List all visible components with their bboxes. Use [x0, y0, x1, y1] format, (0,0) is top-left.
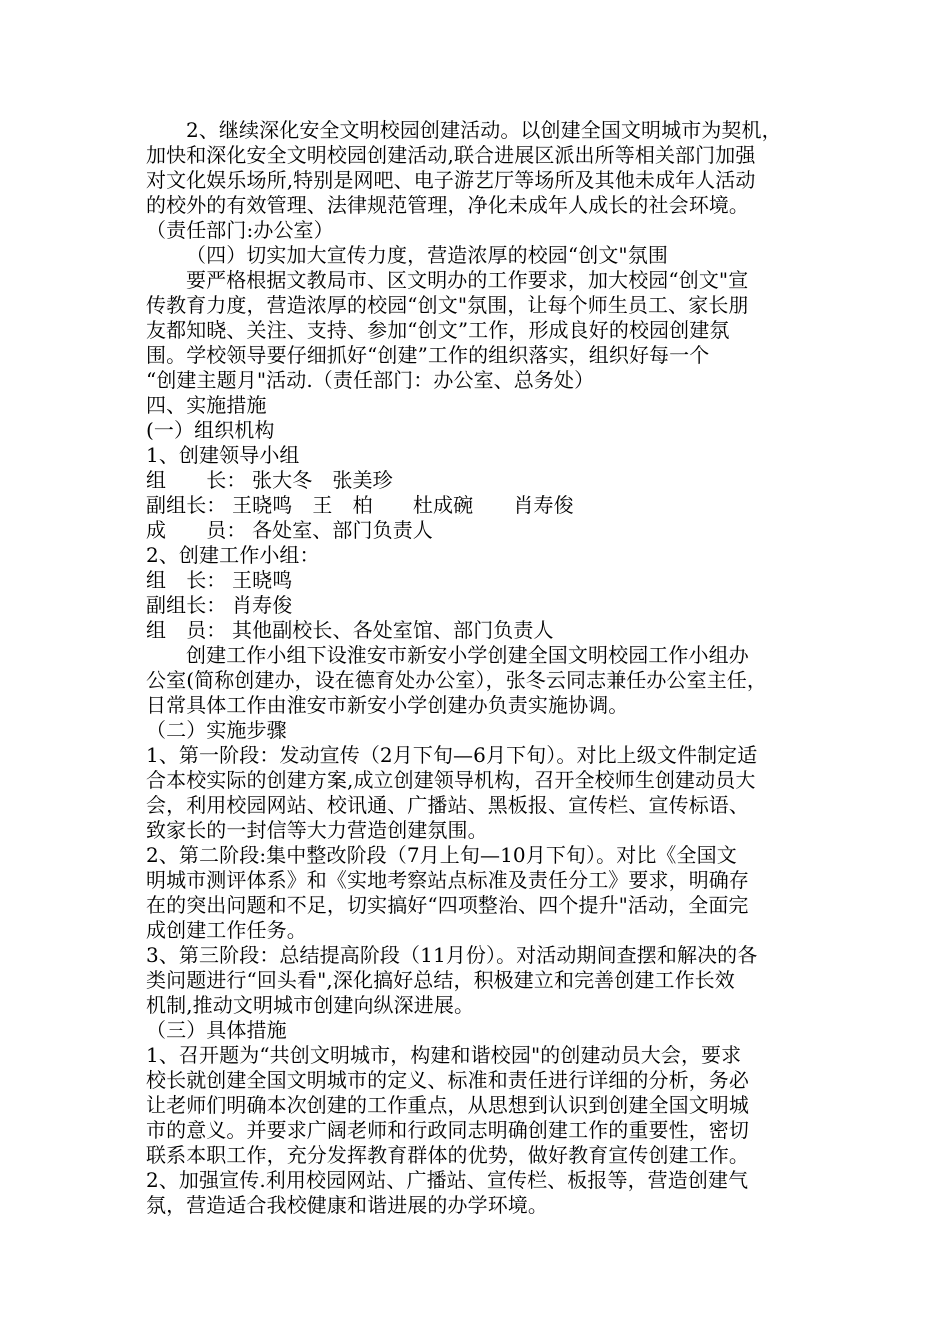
paragraph-propaganda	[146, 268, 836, 393]
text-line: 公室(简称创建办，设在德育处办公室），张冬云同志兼任办公室主任，	[146, 668, 768, 692]
paragraph-office	[146, 643, 836, 718]
text-line: 致家长的一封信等大力营造创建氛围。	[146, 818, 488, 842]
roster-role: 副组长：	[146, 593, 227, 617]
paragraph-measure-2	[146, 1168, 836, 1218]
text-line: 2、继续深化安全文明校园创建活动。以创建全国文明城市为契机，	[186, 118, 782, 142]
section-heading-measures: 四、实施措施	[146, 393, 267, 417]
roster-names: 王晓鸣 王 柏 杜成碗 肖寿俊	[232, 493, 574, 517]
roster-names: 其他副校长、各处室馆、部门负责人	[232, 618, 554, 642]
text-line: 明城市测评体系》和《实地考察站点标准及责任分工》要求，明确存	[146, 868, 749, 892]
text-line: 类问题进行“回头看",深化搞好总结，积极建立和完善创建工作长效	[146, 968, 735, 992]
text-line: 氛，营造适合我校健康和谐进展的办学环境。	[146, 1193, 548, 1217]
paragraph-measure-1	[146, 1043, 836, 1168]
subheading-organization: (一）组织机构	[146, 418, 275, 442]
text-line: 合本校实际的创建方案,成立创建领导机构，召开全校师生创建动员大	[146, 768, 756, 792]
roster-row	[146, 568, 836, 593]
text-line: 在的突出问题和不足，切实搞好“四项整治、四个提升"活动，全面完	[146, 893, 749, 917]
text-line: 1、召开题为“共创文明城市，构建和谐校园"的创建动员大会，要求	[146, 1043, 742, 1067]
roster-row	[146, 618, 836, 643]
text-line: （责任部门:办公室）	[146, 218, 334, 242]
text-line: 校长就创建全国文明城市的定义、标准和责任进行详细的分析，务必	[146, 1068, 749, 1092]
roster-names: 肖寿俊	[232, 593, 293, 617]
roster-role: 组 员：	[146, 618, 227, 642]
roster-names: 王晓鸣	[232, 568, 293, 592]
paragraph-step-3	[146, 943, 836, 1018]
text-line: 3、第三阶段：总结提高阶段（11月份）。对活动期间查摆和解决的各	[146, 943, 758, 967]
roster-role: 成 员：	[146, 518, 247, 542]
roster-row	[146, 593, 836, 618]
text-line: 传教育力度，营造浓厚的校园“创文"氛围，让每个师生员工、家长朋	[146, 293, 749, 317]
group-title-working: 2、创建工作小组：	[146, 543, 320, 567]
subheading-specific-measures: （三）具体措施	[146, 1018, 287, 1042]
roster-names: 各处室、部门负责人	[252, 518, 433, 542]
paragraph-step-2	[146, 843, 836, 943]
text-line: 会，利用校园网站、校讯通、广播站、黑板报、宣传栏、宣传标语、	[146, 793, 749, 817]
text-line: 2、第二阶段:集中整改阶段（7月上旬—10月下旬）。对比《全国文	[146, 843, 737, 867]
text-line: 友都知晓、关注、支持、参加“创文”工作，形成良好的校园创建氛	[146, 318, 730, 342]
text-line: 围。学校领导要仔细抓好“创建”工作的组织落实，组织好每一个	[146, 343, 710, 367]
leadership-roster	[146, 468, 836, 543]
document-page	[146, 118, 836, 1218]
heading-propaganda: （四）切实加大宣传力度，营造浓厚的校园“创文"氛围	[186, 243, 668, 267]
text-line: 创建工作小组下设淮安市新安小学创建全国文明校园工作小组办	[186, 643, 749, 667]
paragraph-safety-campus	[146, 118, 836, 243]
text-line: 2、加强宣传.利用校园网站、广播站、宣传栏、板报等，营造创建气	[146, 1168, 749, 1192]
roster-role: 副组长：	[146, 493, 227, 517]
text-line: 的校外的有效管理、法律规范管理，净化未成年人成长的社会环境。	[146, 193, 749, 217]
text-line: “创建主题月"活动.（责任部门：办公室、总务处）	[146, 368, 595, 392]
text-line: 成创建工作任务。	[146, 918, 307, 942]
text-line: 市的意义。并要求广阔老师和行政同志明确创建工作的重要性，密切	[146, 1118, 749, 1142]
text-line: 机制,推动文明城市创建向纵深进展。	[146, 993, 475, 1017]
text-line: 1、第一阶段：发动宣传（2月下旬—6月下旬）。对比上级文件制定适	[146, 743, 758, 767]
group-title-leadership: 1、创建领导小组	[146, 443, 300, 467]
working-roster	[146, 568, 836, 643]
roster-role: 组 长：	[146, 468, 247, 492]
roster-names: 张大冬 张美珍	[252, 468, 393, 492]
roster-row	[146, 493, 836, 518]
text-line: 对文化娱乐场所,特别是网吧、电子游艺厅等场所及其他未成年人活动	[146, 168, 756, 192]
text-line: 让老师们明确本次创建的工作重点，从思想到认识到创建全国文明城	[146, 1093, 749, 1117]
paragraph-step-1	[146, 743, 836, 843]
text-line: 日常具体工作由淮安市新安小学创建办负责实施协调。	[146, 693, 629, 717]
roster-role: 组 长：	[146, 568, 227, 592]
text-line: 联系本职工作，充分发挥教育群体的优势，做好教育宣传创建工作。	[146, 1143, 749, 1167]
text-line: 要严格根据文教局市、区文明办的工作要求，加大校园“创文"宣	[186, 268, 749, 292]
text-line: 加快和深化安全文明校园创建活动,联合进展区派出所等相关部门加强	[146, 143, 756, 167]
roster-row	[146, 518, 836, 543]
roster-row	[146, 468, 836, 493]
subheading-steps: （二）实施步骤	[146, 718, 287, 742]
